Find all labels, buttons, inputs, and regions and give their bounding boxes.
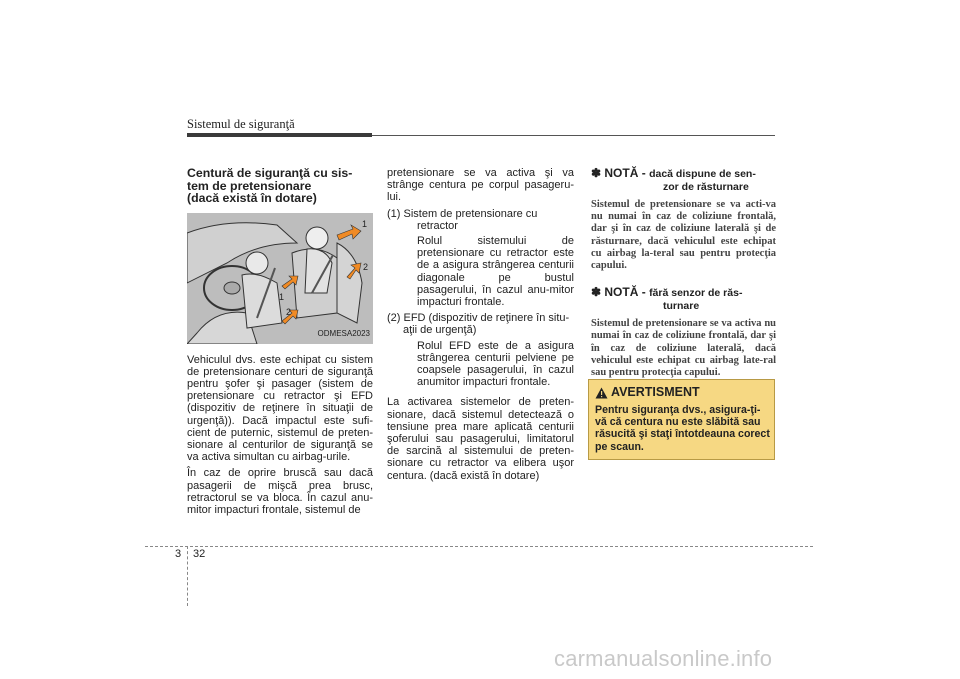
car-interior-illustration [187,213,373,344]
figure-code: ODMESA2023 [317,329,370,339]
footer-divider-vertical [187,546,188,606]
figure-label: 1 [362,218,368,229]
warning-triangle-icon [595,387,608,399]
watermark: carmanualsonline.info [554,646,773,671]
note-heading-label: ✽ NOTĂ - [591,285,646,300]
note-heading-label: ✽ NOTĂ - [591,166,646,180]
column-1 [187,167,373,520]
note-heading-sub-continued: zor de răsturnare [663,181,749,193]
list-item-label: (1) Sistem de pretensionare cu [387,207,538,220]
figure-label: 1 [279,291,285,302]
note-heading-sub-continued: turnare [663,300,700,313]
note-heading [591,167,776,181]
warning-text: Pentru siguranţa dvs., asigura-ţi-vă că centura nu este slăbită sau răsucită şi staţi întotdeauna corect pe scaun. [595,404,770,453]
body-paragraph: La activarea sistemelor de preten-sionare, dacă sistemul detectează o tensiune prea mare aplicată centurii şoferului sau pasagerului, limitatorul de sarcină al sistemului de preten-sionare cu retractor va elibera uşor centura. (dacă există în dotare) [387,396,574,482]
list-item-label: (2) EFD (dispozitiv de reţinere în situ- [387,312,570,325]
column-3 [591,167,776,393]
warning-title: AVERTISMENT [611,385,700,399]
list-item-text: Rolul sistemului de pretensionare cu retractor este de a asigura strângerea centurii diagonale pe bustul pasagerului, în cazul anu-mitor impacturi frontale. [417,235,574,309]
note-heading-sub: fără senzor de răs- [649,287,743,300]
body-paragraph: Vehiculul dvs. este echipat cu sistem de pretensionare centuri de siguranţă pentru şofer şi pasager (sistem de pretensionare cu retractor şi EFD (dispozitiv de reţinere în situaţii de urgenţă)). Dacă impactul este sufi-cient de puternic, sistemul de preten-sionare al centurilor de siguranţă se va activa simultan cu airbag-urile. [187,353,373,464]
figure-label: 2 [286,306,292,317]
note-text: Sistemul de pretensionare se va activa nu numai în caz de coliziune frontală, dar şi în caz de coliziune laterală, dacă vehiculul este echipat cu airbag late-ral sau pentru protecţia capului. [591,318,776,379]
figure-label: 2 [363,261,369,272]
list-item-label-continued: aţii de urgenţă) [403,324,477,337]
header-rule [372,135,775,136]
footer-divider [145,546,813,547]
note-heading [591,286,776,300]
body-paragraph: În caz de oprire bruscă sau dacă pasagerii de mişcă prea brusc, retractorul se va bloca. În cazul anu-mitor impacturi frontale, sistemul de [187,467,373,516]
body-paragraph: pretensionare se va activa şi va strânge centura pe corpul pasageru-lui. [387,167,574,204]
section-title: Centură de siguranţă cu sis- tem de pretensionare (dacă există în dotare) [187,166,353,205]
page-number: 32 [193,548,206,560]
header-bar [187,133,372,137]
list-item-text: Rolul EFD este de a asigura strângerea centurii pelviene pe coapsele pasagerului, în cazul anumitor impacturi frontale. [417,339,574,389]
list-item-label-continued: retractor [417,219,458,232]
warning-box [588,379,775,460]
note-heading-sub: dacă dispune de sen- [649,168,756,180]
column-2 [387,167,574,486]
chapter-number: 3 [175,548,182,560]
page-header-title: Sistemul de siguranţă [187,117,295,131]
seatbelt-pretensioner-figure [187,213,373,344]
note-text: Sistemul de pretensionare se va acti-va nu numai în caz de coliziune frontală, dar şi în caz de coliziune laterală şi de răsturnare, dacă vehiculul este echipat cu airbag la-teral sau pentru protecţia capului. [591,199,776,272]
